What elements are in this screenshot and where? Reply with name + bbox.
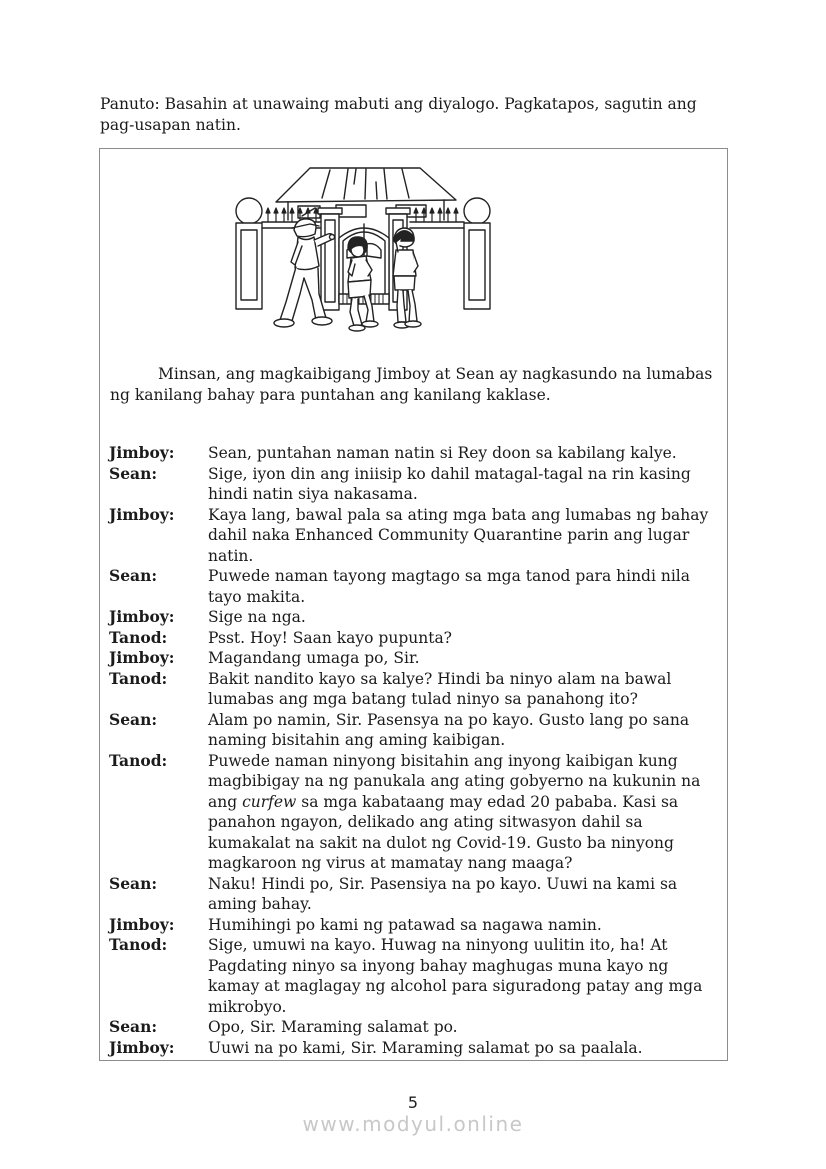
dialogue-text [208, 648, 721, 669]
dialogue-text-segment: Humihingi po kami ng patawad sa nagawa namin. [208, 915, 602, 934]
dialogue-text [208, 566, 721, 607]
dialogue-text-segment: Kaya lang, bawal pala sa ating mga bata ang lumabas ng bahay dahil naka Enhanced Community Quarantine parin ang lugar natin. [208, 505, 709, 565]
dialogue-text [208, 669, 721, 710]
speaker-name: Sean: [109, 873, 158, 893]
watermark-text: www.modyul.online [302, 1112, 524, 1136]
speaker-name: Jimboy: [109, 1037, 175, 1057]
dialogue-text [208, 443, 721, 464]
dialogue-text-italic-segment: curfew [242, 792, 297, 811]
dialogue-row [109, 710, 721, 751]
dialogue-text-segment: Psst. Hoy! Saan kayo pupunta? [208, 628, 452, 647]
dialogue-box [99, 148, 728, 1061]
dialogue-row [109, 443, 721, 464]
speaker-name: Jimboy: [109, 648, 175, 667]
instruction-text: Panuto: Basahin at unawaing mabuti ang diyalogo. Pagkatapos, sagutin ang pag-usapan natin. [100, 95, 697, 134]
speaker-name: Sean: [109, 463, 158, 483]
dialogue-text [208, 751, 721, 874]
dialogue-text [208, 607, 721, 628]
speaker-name: Jimboy: [109, 914, 175, 934]
dialogue-text-segment: Sige na nga. [208, 608, 306, 626]
dialogue-row [109, 464, 721, 505]
dialogue-text-segment: Uuwi na po kami, Sir. Maraming salamat po sa paalala. [208, 1038, 643, 1057]
dialogue-text [208, 710, 721, 751]
dialogue-text [208, 935, 721, 1017]
dialogue-text [208, 915, 721, 936]
speaker-name: Tanod: [109, 935, 168, 954]
dialogue-row [109, 628, 721, 649]
dialogue-row [109, 648, 721, 669]
speaker-name: Tanod: [109, 668, 168, 688]
speaker-name: Tanod: [109, 627, 168, 647]
dialogue-row [109, 566, 721, 607]
dialogue-text [208, 464, 721, 505]
speaker-name: Sean: [109, 709, 158, 729]
dialogue-text-segment: Puwede naman ninyong bisitahin ang inyong kaibigan kung magbibigay na ng panukala ang ating gobyerno na kukunin na ang [208, 751, 701, 811]
dialogue-row [109, 935, 721, 1017]
dialogue-row [109, 915, 721, 936]
dialogue-text [208, 1017, 721, 1038]
dialogue-row [109, 751, 721, 874]
dialogue-text-segment: Sean, puntahan naman natin si Rey doon sa kabilang kalye. [208, 444, 677, 462]
speaker-name: Tanod: [109, 750, 168, 770]
dialogue-text-segment: Puwede naman tayong magtago sa mga tanod para hindi nila tayo makita. [208, 567, 690, 606]
dialogue-text [208, 874, 721, 915]
dialogue-text [208, 1038, 721, 1059]
dialogue-row [109, 669, 721, 710]
dialogue-text-segment: Opo, Sir. Maraming salamat po. [208, 1018, 458, 1036]
speaker-name: Jimboy: [109, 504, 175, 524]
dialogue-text-segment: Naku! Hindi po, Sir. Pasensiya na po kayo. Uuwi na kami sa aming bahay. [208, 874, 678, 913]
dialogue-row [109, 1038, 721, 1059]
dialogue-text-segment: Sige, iyon din ang iniisip ko dahil matagal-tagal na rin kasing hindi natin siya nakasama. [208, 464, 691, 503]
dialogue-text-segment: Sige, umuwi na kayo. Huwag na ninyong uulitin ito, ha! At Pagdating ninyo sa inyong bahay maghugas muna kayo ng kamay at maglagay ng alcohol para siguradong patay ang mga mikrobyo. [208, 936, 703, 1016]
gate-scene-illustration [218, 154, 510, 352]
speaker-name: Sean: [109, 566, 158, 585]
speaker-name: Jimboy: [109, 607, 175, 626]
dialogue-row [109, 607, 721, 628]
page-number: 5 [407, 1093, 419, 1112]
gate-scene-drawing [218, 154, 510, 352]
right-boy-figure [393, 228, 421, 328]
speaker-name: Jimboy: [109, 443, 175, 462]
speaker-name: Sean: [109, 1017, 158, 1036]
dialogue-text-segment: sa mga kabataang may edad 20 pababa. Kasi sa panahon ngayon, delikado ang ating sitwasyon dahil sa kumakalat na sakit na dulot ng Covid-19. Gusto ba ninyong magkaroon ng virus at mamatay nang maaga? [208, 792, 679, 872]
dialogue-text-segment: Magandang umaga po, Sir. [208, 649, 420, 667]
dialogue-text-segment: Bakit nandito kayo sa kalye? Hindi ba ninyo alam na bawal lumabas ang mga batang tulad ninyo sa panahong ito? [208, 669, 672, 708]
dialogue-row [109, 874, 721, 915]
dialogue-text [208, 628, 721, 649]
dialogue-row [109, 1017, 721, 1038]
dialogue-row [109, 505, 721, 567]
story-intro: Minsan, ang magkaibigang Jimboy at Sean ay nagkasundo na lumabas ng kanilang bahay para puntahan ang kanilang kaklase. [110, 365, 713, 404]
dialogue-text-segment: Alam po namin, Sir. Pasensya na po kayo. Gusto lang po sana naming bisitahin ang aming kaibigan. [208, 710, 690, 749]
dialogue-text [208, 505, 721, 567]
dialogue-list [109, 443, 721, 1058]
